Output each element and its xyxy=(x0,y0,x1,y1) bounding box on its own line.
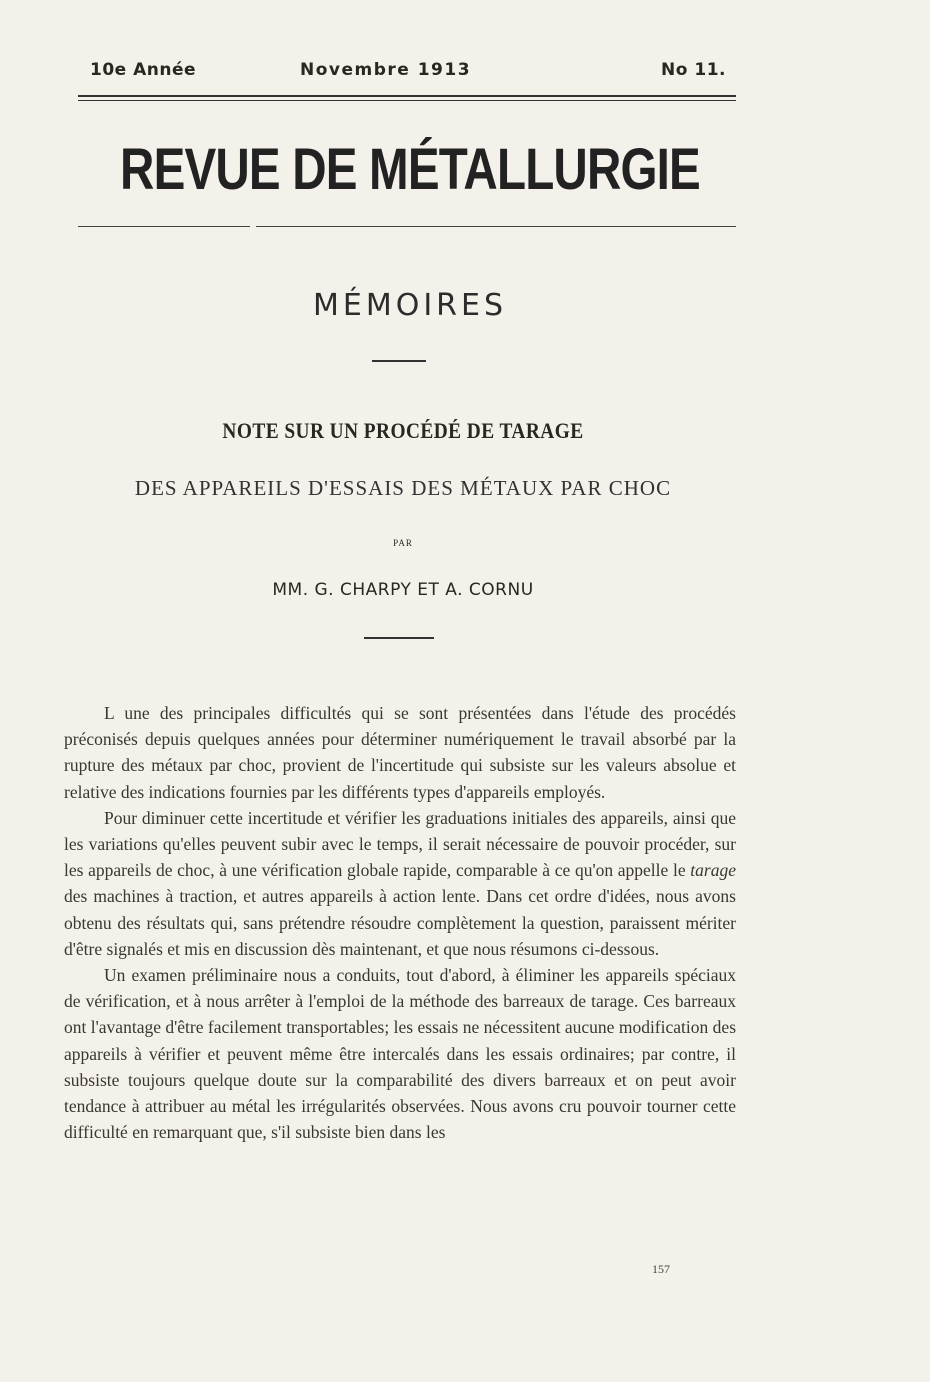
page-number: 157 xyxy=(652,1262,670,1276)
paragraph-1: L une des principales difficultés qui se sont présentées dans l'étude des procédés préconisés depuis quelques années pour déterminer numériquement le travail absorbé par la rupture des métaux par choc, provient de l'incertitude qui subsiste sur les valeurs absolue et relative des indications fournies par les différents types d'appareils employés. xyxy=(64,703,736,802)
volume-year: 10e Année xyxy=(90,60,197,80)
by-label: PAR xyxy=(393,538,413,548)
paragraph-2-text-a: Pour diminuer cette incertitude et vérifier les graduations initiales des appareils, ainsi que les variations qu'elles peuvent subir avec le temps, il serait nécessaire de pouvoir procéder, sur les appareils de choc, à une vérification globale rapide, comparable à ce qu'on appelle le xyxy=(64,807,736,881)
paragraph-2 xyxy=(64,805,736,962)
journal-title: REVUE DE MÉTALLURGIE xyxy=(120,137,700,202)
paragraph-2-italic: tarage xyxy=(690,860,736,881)
authors-divider xyxy=(364,637,434,639)
issue-number: No 11. xyxy=(661,60,726,80)
header-rule-bottom xyxy=(78,100,736,101)
title-rule-right xyxy=(256,226,736,227)
paragraph-2-text-b: des machines à traction, et autres appareils à action lente. Dans cet ordre d'idées, nous avons obtenu des résultats qui, sans prétendre résoudre complètement la question, paraissent mériter d'être signalés et mis en discussion dès maintenant, et que nous résumons ci-dessous. xyxy=(64,886,736,959)
issue-date: Novembre 1913 xyxy=(300,60,472,80)
header-rule-top xyxy=(78,95,736,97)
running-header xyxy=(78,60,736,84)
section-divider xyxy=(372,360,426,362)
article-title-line-2: DES APPAREILS D'ESSAIS DES MÉTAUX PAR CHOC xyxy=(134,476,672,500)
title-rule-left xyxy=(78,226,250,227)
section-title: MÉMOIRES xyxy=(312,288,508,323)
paragraph-3: Un examen préliminaire nous a conduits, tout d'abord, à éliminer les appareils spéciaux de vérification, et à nous arrêter à l'emploi de la méthode des barreaux de tarage. Ces barreaux ont l'avantage d'être facilement transportables; les essais ne nécessitent aucune modification des appareils à vérifier et peuvent même être intercalés dans les essais ordinaires; par contre, il subsiste toujours quelque doute sur la comparabilité des divers barreaux et on peut avoir tendance à attribuer au métal les irrégularités observées. Nous avons cru pouvoir tourner cette difficulté en remarquant que, s'il subsiste bien dans les xyxy=(64,965,736,1143)
article-title-line-1: NOTE SUR UN PROCÉDÉ DE TARAGE xyxy=(222,418,584,443)
article-body xyxy=(64,700,736,1145)
authors: MM. G. CHARPY ET A. CORNU xyxy=(272,580,534,600)
